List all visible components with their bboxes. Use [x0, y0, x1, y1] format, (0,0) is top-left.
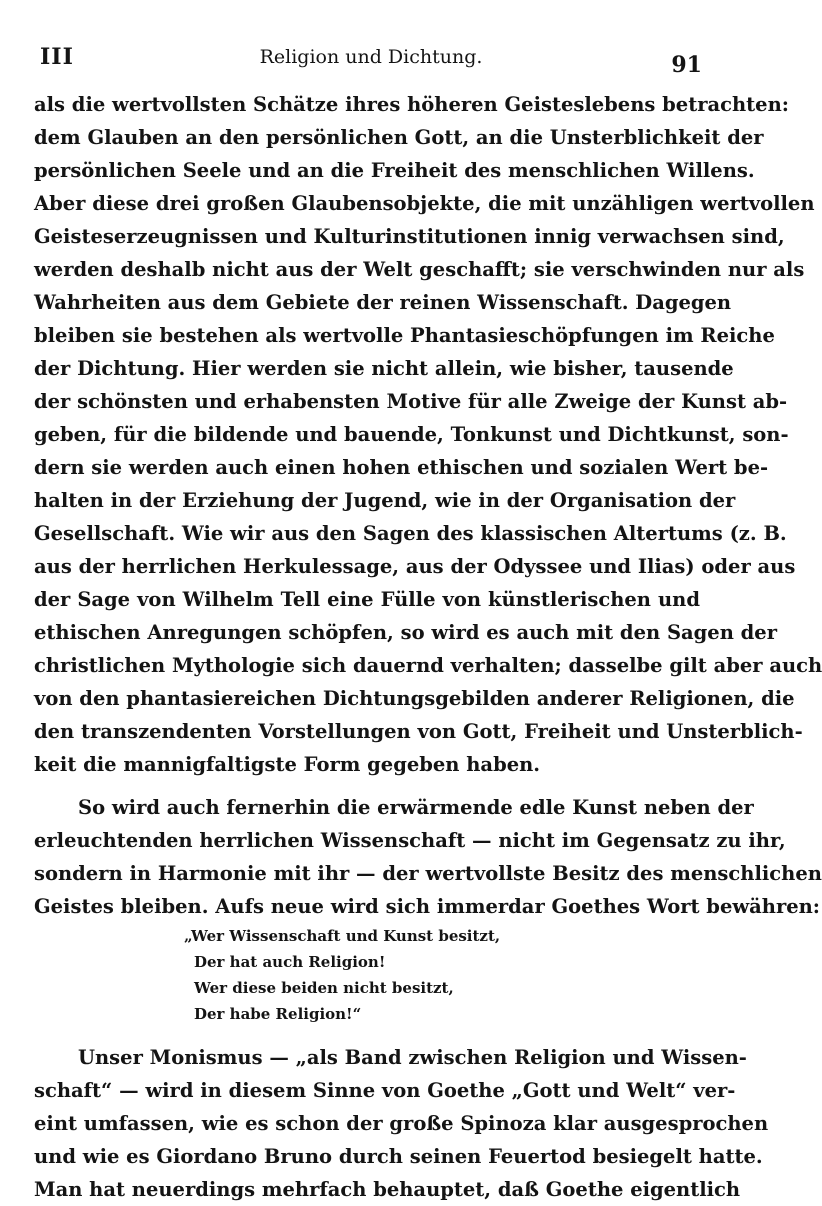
running-header — [40, 40, 702, 80]
paragraph-2 — [34, 791, 822, 923]
text-line: von den phantasiereichen Dichtungsgebilden anderer Religionen, die — [34, 687, 795, 710]
text-line: dem Glauben an den persönlichen Gott, an die Unsterblichkeit der — [34, 126, 764, 149]
verse-line: Wer diese beiden nicht besitzt, — [194, 979, 454, 997]
text-line: der Sage von Wilhelm Tell eine Fülle von künstlerischen und — [34, 588, 700, 611]
text-line: Geistes bleiben. Aufs neue wird sich immerdar Goethes Wort bewähren: — [34, 895, 821, 918]
text-line: persönlichen Seele und an die Freiheit des menschlichen Willens. — [34, 159, 755, 182]
paragraph-3 — [34, 1041, 769, 1206]
text-line: den transzendenten Vorstellungen von Gott, Freiheit und Unsterblich- — [34, 720, 803, 743]
text-line: und wie es Giordano Bruno durch seinen Feuertod besiegelt hatte. — [34, 1145, 763, 1168]
verse-line: „Wer Wissenschaft und Kunst besitzt, — [184, 927, 501, 945]
text-line: der schönsten und erhabensten Motive für alle Zweige der Kunst ab- — [34, 390, 788, 413]
verse-line: Der habe Religion!“ — [194, 1005, 362, 1023]
text-line: aus der herrlichen Herkulessage, aus der Odyssee und Ilias) oder aus — [34, 555, 796, 578]
text-line: geben, für die bildende und bauende, Tonkunst und Dichtkunst, son- — [34, 423, 789, 446]
chapter-number: III — [40, 44, 74, 70]
text-line: eint umfassen, wie es schon der große Spinoza klar ausgesprochen — [34, 1112, 769, 1135]
text-line: schaft“ — wird in diesem Sinne von Goethe „Gott und Welt“ ver- — [34, 1079, 736, 1102]
text-line: werden deshalb nicht aus der Welt geschafft; sie verschwinden nur als — [34, 258, 805, 281]
text-line: der Dichtung. Hier werden sie nicht allein, wie bisher, tausende — [34, 357, 734, 380]
text-line: So wird auch fernerhin die erwärmende edle Kunst neben der — [78, 796, 754, 819]
text-line: als die wertvollsten Schätze ihres höheren Geisteslebens betrachten: — [34, 93, 789, 116]
verse-line: Der hat auch Religion! — [194, 953, 386, 971]
text-line: christlichen Mythologie sich dauernd verhalten; dasselbe gilt aber auch — [34, 654, 822, 677]
text-line: Gesellschaft. Wie wir aus den Sagen des klassischen Altertums (z. B. — [34, 522, 787, 545]
text-line: Aber diese drei großen Glaubensobjekte, die mit unzähligen wertvollen — [34, 192, 815, 215]
text-line: bleiben sie bestehen als wertvolle Phantasieschöpfungen im Reiche — [34, 324, 775, 347]
goethe-verse — [34, 923, 700, 1027]
text-line: Man hat neuerdings mehrfach behauptet, daß Goethe eigentlich — [34, 1178, 741, 1201]
text-line: Unser Monismus — „als Band zwischen Religion und Wissen- — [78, 1046, 747, 1069]
text-line: keit die mannigfaltigste Form gegeben haben. — [34, 753, 541, 776]
paragraph-1 — [34, 88, 822, 781]
page-number: 91 — [671, 52, 702, 78]
text-line: Geisteserzeugnissen und Kulturinstitutionen innig verwachsen sind, — [34, 225, 785, 248]
running-title: Religion und Dichtung. — [259, 46, 483, 68]
text-line: halten in der Erziehung der Jugend, wie in der Organisation der — [34, 489, 736, 512]
text-line: erleuchtenden herrlichen Wissenschaft — nicht im Gegensatz zu ihr, — [34, 829, 786, 852]
text-line: sondern in Harmonie mit ihr — der wertvollste Besitz des menschlichen — [34, 862, 822, 885]
text-line: ethischen Anregungen schöpfen, so wird es auch mit den Sagen der — [34, 621, 777, 644]
page-body — [34, 88, 822, 1206]
text-line: Wahrheiten aus dem Gebiete der reinen Wissenschaft. Dagegen — [34, 291, 732, 314]
text-line: dern sie werden auch einen hohen ethischen und sozialen Wert be- — [34, 456, 769, 479]
